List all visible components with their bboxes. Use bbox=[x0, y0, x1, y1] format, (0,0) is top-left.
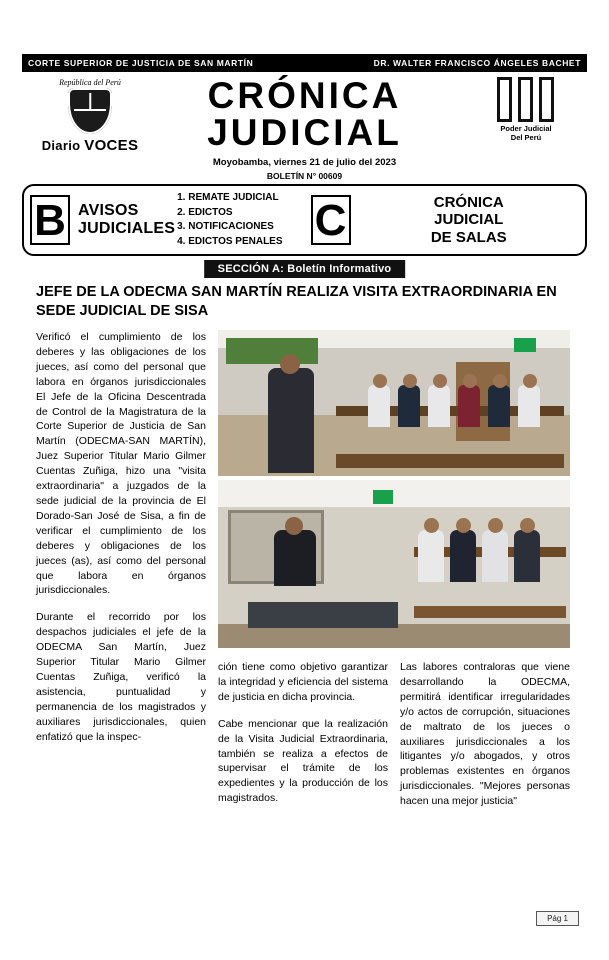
publication-title bbox=[152, 75, 457, 181]
newspaper-name: VOCES bbox=[84, 137, 139, 154]
masthead bbox=[22, 75, 587, 181]
section-c-title-line-1: CRÓNICA bbox=[433, 194, 504, 212]
newspaper-label: Diario bbox=[41, 138, 81, 153]
column-2 bbox=[218, 660, 388, 818]
header-bar bbox=[22, 54, 587, 72]
judiciary-logo bbox=[471, 80, 581, 142]
section-c bbox=[305, 186, 586, 254]
list-item: 2. EDICTOS bbox=[177, 206, 233, 218]
bulletin-number: BOLETÍN N° 00609 bbox=[266, 170, 343, 181]
paragraph: Las labores contraloras que viene desarrollando la ODECMA, permitirá identificar irregularidades y/o actos de corrupción, situaciones de maltrato de los jueces o auxiliares jurisdiccionales a los litigantes y/o abogados, y otros problemas existentes en órganos jurisdiccionales. "Mejores personas hacen una mejor justicia" bbox=[400, 661, 570, 808]
court-name: CORTE SUPERIOR DE JUSTICIA DE SAN MARTÍN bbox=[28, 58, 254, 68]
article-headline: JEFE DE LA ODECMA SAN MARTÍN REALIZA VISITA EXTRAORDINARIA EN SEDE JUDICIAL DE SISA bbox=[36, 284, 557, 319]
section-b-title-line-1: AVISOS bbox=[78, 202, 139, 220]
publication-date: Moyobamba, viernes 21 de julio del 2023 bbox=[212, 156, 397, 168]
list-item: 3. NOTIFICACIONES bbox=[177, 221, 274, 232]
paragraph: Cabe mencionar que la realización de la Visita Judicial Extraordinaria, también se realiza a efectos de supervisar el trámite de los expedientes y la producción de los magistrados. bbox=[218, 717, 388, 805]
column-3 bbox=[400, 660, 570, 821]
article-body bbox=[36, 330, 579, 920]
newspaper-title bbox=[30, 137, 150, 154]
paragraph: Verificó el cumplimiento de los deberes y las obligaciones de los jueces, así como del personal que labora en órganos jurisdiccionales El Jefe de la Oficina Descentrada de Control de la Magistratura de la Corte Superior de Justicia de San Martín (ODECMA-SAN MARTÍN), Juez Superior Titular Mario Gilmer Cuentas Zuñiga, hizo una "visita extraordinaria" a juzgados de la sede judicial de la provincia de El Dorado-San José de Sisa, a fin de verificar el cumplimiento de los deberes y obligaciones de los jueces (as), así como del personal que labora en órganos jurisdiccionales. bbox=[36, 331, 206, 597]
photo-courtroom-inspection bbox=[218, 330, 570, 476]
list-item: 1. REMATE JUDICIAL bbox=[177, 192, 279, 203]
column-1 bbox=[36, 330, 206, 756]
title-line-2: JUDICIAL bbox=[207, 112, 402, 154]
sections-box bbox=[22, 184, 587, 256]
section-b-title bbox=[78, 202, 175, 238]
section-c-title bbox=[359, 194, 580, 246]
coat-of-arms-icon bbox=[68, 88, 112, 134]
institution-line-1: Poder Judicial bbox=[500, 124, 552, 133]
list-item: 4. EDICTOS PENALES bbox=[177, 235, 283, 247]
section-c-letter: C bbox=[311, 195, 351, 245]
section-b bbox=[24, 186, 305, 254]
president-name: DR. WALTER FRANCISCO ÁNGELES BACHET bbox=[373, 58, 581, 68]
page-number: Pág 1 bbox=[536, 911, 579, 926]
newspaper-logo bbox=[30, 78, 150, 154]
section-b-items bbox=[177, 191, 282, 249]
paragraph: Durante el recorrido por los despachos judiciales el jefe de la ODECMA San Martín, Juez Superior Titular Mario Gilmer Cuentas Zuñiga, verificó la asistencia, puntualidad y permanencia de los magistrados y auxiliares jurisdiccionales, quien enfatizó que la inspec- bbox=[36, 611, 206, 743]
photo-judge-desk bbox=[218, 480, 570, 648]
institution-name bbox=[471, 125, 581, 142]
section-c-title-line-3: DE SALAS bbox=[430, 228, 507, 246]
section-label: SECCIÓN A: Boletín Informativo bbox=[204, 260, 406, 278]
republic-label: República del Perú bbox=[59, 78, 121, 87]
title-line-1: CRÓNICA bbox=[207, 75, 402, 116]
section-b-letter: B bbox=[30, 195, 70, 245]
section-b-title-line-2: JUDICIALES bbox=[78, 220, 176, 237]
pj-emblem-icon bbox=[497, 80, 555, 122]
article-photos bbox=[218, 330, 570, 652]
section-c-title-line-2: JUDICIAL bbox=[434, 211, 504, 229]
paragraph: ción tiene como objetivo garantizar la integridad y eficiencia del sistema de justicia en dicha provincia. bbox=[218, 661, 388, 703]
institution-line-2: Del Perú bbox=[510, 132, 542, 142]
